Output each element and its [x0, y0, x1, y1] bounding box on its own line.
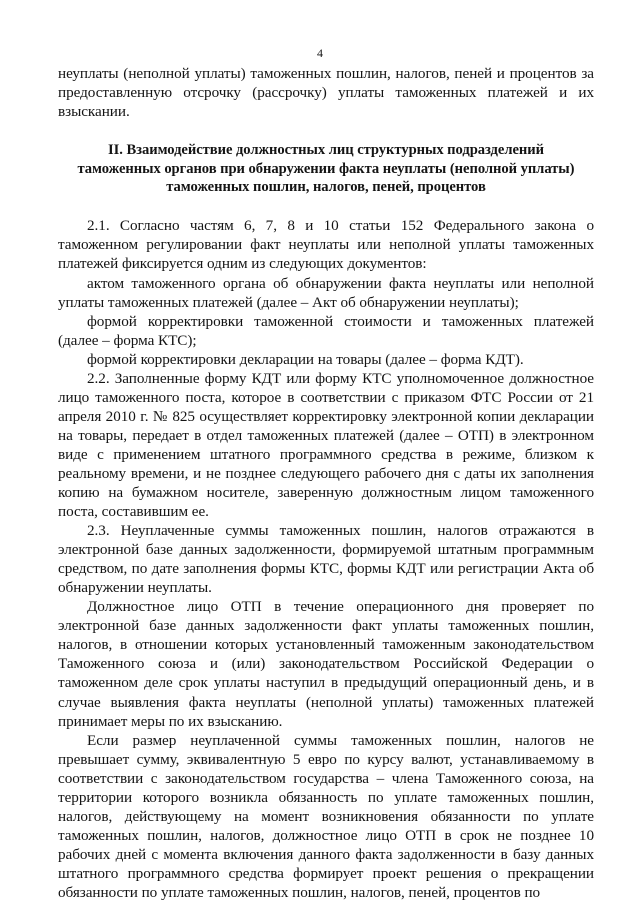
page-number: 4: [317, 46, 323, 60]
list-item-act: актом таможенного органа об обнаружении факта неуплаты или неполной уплаты таможенных платежей (далее – Акт об обнаружении неуплаты);: [58, 274, 594, 311]
paragraph-small-amount: Если размер неуплаченной суммы таможенных пошлин, налогов не превышает сумму, эквивалентную 5 евро по курсу валют, устанавливаемому в соответствии с законодательством государства – члена Таможенного союза, на территории которого возникла обязанность по уплате таможенных пошлин, налогов, действующему на момент возникновения обязанности по уплате таможенных пошлин, налогов, должностное лицо ОТП в срок не позднее 10 рабочих дней с момента включения данного факта задолженности в базу данных штатного программного средства формирует проект решения о прекращении обязанности по уплате таможенных пошлин, налогов, пеней, процентов по: [58, 731, 594, 901]
paragraph-otp-check: Должностное лицо ОТП в течение операционного дня проверяет по электронной базе данных задолженности факт уплаты таможенных пошлин, налогов, в отношении которых установленный таможенным законодательством Таможенного союза и (или) законодательством Российской Федерации о таможенном деле срок уплаты наступил в предыдущий операционный день, и в случае выявления факта неуплаты (неполной уплаты) таможенных платежей принимает меры по их взысканию.: [58, 598, 594, 730]
document-body: [58, 64, 594, 902]
section-heading: [58, 141, 594, 196]
paragraph-2-3: 2.3. Неуплаченные суммы таможенных пошлин, налогов отражаются в электронной базе данных задолженности, формируемой штатным программным средством, по дате заполнения формы КТС, формы КДТ или регистрации Акта об обнаружении неуплаты.: [58, 522, 594, 597]
section-heading-line-3: таможенных пошлин, налогов, пеней, процентов: [166, 178, 486, 195]
section-heading-line-1: II. Взаимодействие должностных лиц структурных подразделений: [108, 142, 544, 159]
paragraph-2-2: 2.2. Заполненные форму КДТ или форму КТС уполномоченное должностное лицо таможенного поста, которое в соответствии с приказом ФТС России от 21 апреля 2010 г. № 825 осуществляет корректировку электронной копии декларации на товары, передает в отдел таможенных платежей (далее – ОТП) в электронном виде с применением штатного программного средства в режиме, близком к реальному времени, и не позднее следующего рабочего дня с даты их заполнения копию на бумажном носителе, заверенную должностным лицом таможенного поста, составившим ее.: [58, 369, 594, 521]
section-heading-line-2: таможенных органов при обнаружении факта неуплаты (неполной уплаты): [77, 160, 575, 177]
list-item-kts-form: формой корректировки таможенной стоимости и таможенных платежей (далее – форма КТС);: [58, 312, 594, 349]
list-item-kdt-form: формой корректировки декларации на товары (далее – форма КДТ).: [87, 350, 524, 368]
paragraph-2-1: 2.1. Согласно частям 6, 7, 8 и 10 статьи 152 Федерального закона о таможенном регулировании факт неуплаты или неполной уплаты таможенных платежей фиксируется одним из следующих документов:: [58, 217, 594, 273]
intro-paragraph: неуплаты (неполной уплаты) таможенных пошлин, налогов, пеней и процентов за предоставленную отсрочку (рассрочку) уплаты таможенных платежей и их взыскании.: [58, 65, 594, 121]
